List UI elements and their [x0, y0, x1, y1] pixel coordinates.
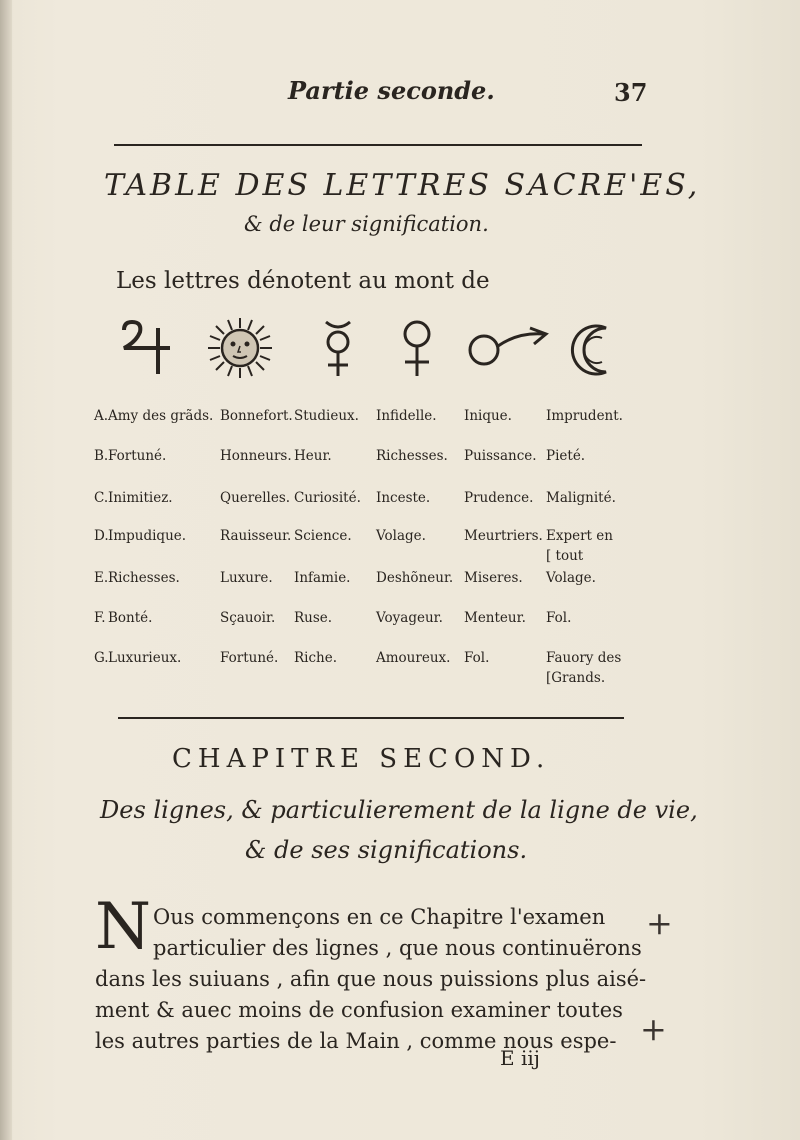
row-letter: F. — [94, 610, 106, 626]
chapter-heading-line-2: & de ses significations. — [245, 836, 528, 864]
table-cell: Infidelle. — [376, 408, 437, 424]
table-cell: Ruse. — [294, 610, 333, 626]
row-letter: G. — [94, 650, 109, 666]
mars-symbol-icon — [466, 326, 550, 370]
table-cell: Curiosité. — [294, 490, 361, 506]
chapter-rule — [118, 717, 624, 719]
table-cell: Volage. — [376, 528, 426, 544]
table-cell: Richesses. — [108, 570, 180, 586]
body-line: dans les suiuans , afin que nous puissions plus aisé- — [95, 967, 647, 991]
drop-cap-letter: N — [95, 890, 151, 964]
chapter-title: CHAPITRE SECOND. — [172, 744, 551, 774]
table-cell: Miseres. — [464, 570, 523, 586]
table-cell: Puissance. — [464, 448, 537, 464]
table-cell: Menteur. — [464, 610, 526, 626]
table-cell: Pieté. — [546, 448, 586, 464]
page-spine-shadow — [0, 0, 12, 1140]
table-cell: Rauisseur. — [220, 528, 292, 544]
table-cell: Science. — [294, 528, 352, 544]
table-subtitle: & de leur signification. — [244, 212, 489, 236]
table-cell: Imprudent. — [546, 408, 623, 424]
table-cell: Riche. — [294, 650, 338, 666]
row-letter: E. — [94, 570, 109, 586]
table-cell: Deshõneur. — [376, 570, 454, 586]
table-cell: Bonté. — [108, 610, 153, 626]
table-cell: [Grands. — [546, 670, 606, 686]
table-cell: Richesses. — [376, 448, 448, 464]
table-cell: Honneurs. — [220, 448, 292, 464]
table-cell: Inceste. — [376, 490, 431, 506]
table-cell: Querelles. — [220, 490, 291, 506]
table-cell: Fol. — [546, 610, 572, 626]
margin-mark: + — [646, 904, 673, 942]
page-number: 37 — [614, 78, 648, 107]
table-cell: Fortuné. — [220, 650, 279, 666]
moon-crescent-icon — [566, 322, 622, 378]
table-cell: Luxure. — [220, 570, 273, 586]
row-letter: D. — [94, 528, 109, 544]
table-cell: Expert en — [546, 528, 613, 544]
venus-symbol-icon — [397, 318, 437, 380]
table-cell: Malignité. — [546, 490, 616, 506]
table-cell: Volage. — [546, 570, 596, 586]
table-cell: Impudique. — [108, 528, 187, 544]
body-line: les autres parties de la Main , comme nous espe- — [95, 1029, 617, 1053]
running-head-title: Partie seconde. — [288, 76, 495, 105]
table-cell: Bonnefort. — [220, 408, 293, 424]
table-cell: Voyageur. — [376, 610, 443, 626]
table-cell: Inique. — [464, 408, 512, 424]
table-cell: Amoureux. — [376, 650, 451, 666]
table-cell: Luxurieux. — [108, 650, 182, 666]
signature-mark: E iij — [500, 1046, 540, 1070]
body-line: particulier des lignes , que nous continuërons — [153, 936, 642, 960]
row-letter: A. — [94, 408, 109, 424]
jupiter-symbol-icon — [118, 318, 180, 378]
sun-face-icon — [206, 316, 274, 380]
body-line: ment & auec moins de confusion examiner toutes — [95, 998, 623, 1022]
table-cell: Meurtriers. — [464, 528, 543, 544]
table-cell: Inimitiez. — [108, 490, 173, 506]
row-letter: B. — [94, 448, 109, 464]
header-rule — [114, 144, 642, 146]
row-letter: C. — [94, 490, 109, 506]
table-cell: Sçauoir. — [220, 610, 276, 626]
table-cell: Fol. — [464, 650, 490, 666]
table-cell: Prudence. — [464, 490, 534, 506]
table-cell: Studieux. — [294, 408, 359, 424]
table-cell: [ tout — [546, 548, 584, 564]
table-cell: Fauory des — [546, 650, 622, 666]
table-cell: Infamie. — [294, 570, 351, 586]
table-title: TABLE DES LETTRES SACRE'ES, — [104, 168, 701, 203]
body-line: Ous commençons en ce Chapitre l'examen — [153, 905, 606, 929]
table-intro-text: Les lettres dénotent au mont de — [116, 268, 490, 294]
mercury-symbol-icon — [318, 318, 358, 380]
margin-mark: + — [640, 1010, 667, 1048]
table-cell: Heur. — [294, 448, 332, 464]
table-cell: Amy des grãds. — [108, 408, 214, 424]
table-cell: Fortuné. — [108, 448, 167, 464]
chapter-heading-line-1: Des lignes, & particulierement de la ligne de vie, — [100, 796, 698, 824]
